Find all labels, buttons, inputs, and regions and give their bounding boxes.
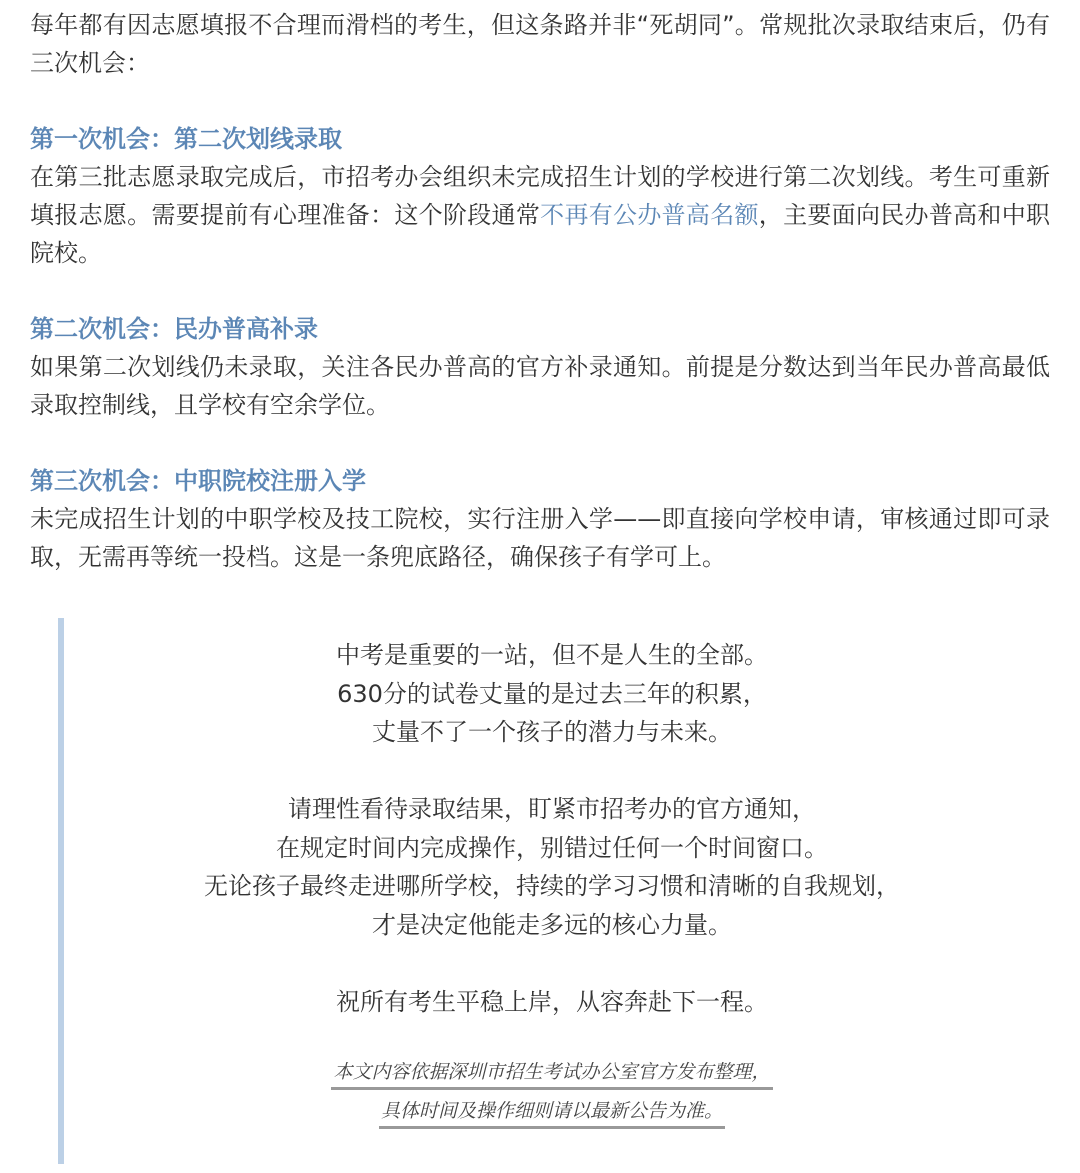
closing-quote-block (58, 618, 1040, 1164)
source-line-1: 本文内容依据深圳市招生考试办公室官方发布整理， (331, 1059, 772, 1090)
quote-line: 请理性看待录取结果，盯紧市招考办的官方通知， (288, 795, 816, 823)
quote-line: 才是决定他能走多远的核心力量。 (372, 910, 732, 939)
chance-1-body-before: 在第三批志愿录取完成后，市招考办会组织未完成招生计划的学校进行第二次划线。考生可重新填报志愿。需要提前有心理准备：这个阶段通常 (30, 163, 1050, 229)
chance-2-heading: 第二次机会：民办普高补录 (30, 315, 318, 343)
quote-spacer (64, 752, 1040, 791)
chance-2-body: 如果第二次划线仍未录取，关注各民办普高的官方补录通知。前提是分数达到当年民办普高最低录取控制线，且学校有空余学位。 (30, 353, 1050, 419)
chance-1-body (30, 158, 1050, 272)
quote-line: 无论孩子最终走进哪所学校，持续的学习习惯和清晰的自我规划， (204, 872, 900, 900)
chance-3-heading: 第三次机会：中职院校注册入学 (30, 467, 366, 495)
intro-paragraph: 每年都有因志愿填报不合理而滑档的考生，但这条路并非“死胡同”。常规批次录取结束后，仍有三次机会： (30, 11, 1050, 77)
source-note (64, 1059, 1040, 1137)
quote-body (64, 618, 1040, 1137)
source-line-2: 具体时间及操作细则请以最新公告为准。 (379, 1098, 725, 1129)
article-body (30, 0, 1050, 576)
quote-line: 630分的试卷丈量的是过去三年的积累， (337, 679, 767, 708)
quote-line: 丈量不了一个孩子的潜力与未来。 (372, 718, 732, 746)
quote-line: 中考是重要的一站，但不是人生的全部。 (336, 641, 768, 669)
chance-3-body: 未完成招生计划的中职学校及技工院校，实行注册入学——即直接向学校申请，审核通过即可录取，无需再等统一投档。这是一条兜底路径，确保孩子有学可上。 (30, 505, 1050, 571)
chance-1-body-after: ，主要面向民办普高和中职院校。 (30, 201, 1051, 267)
chance-1-highlight: 不再有公办普高名额 (540, 201, 759, 229)
quote-line: 祝所有考生平稳上岸，从容奔赴下一程。 (336, 987, 768, 1016)
quote-spacer (64, 944, 1040, 983)
quote-line: 在规定时间内完成操作，别错过任何一个时间窗口。 (276, 833, 828, 862)
chance-1-heading: 第一次机会：第二次划线录取 (30, 125, 342, 153)
